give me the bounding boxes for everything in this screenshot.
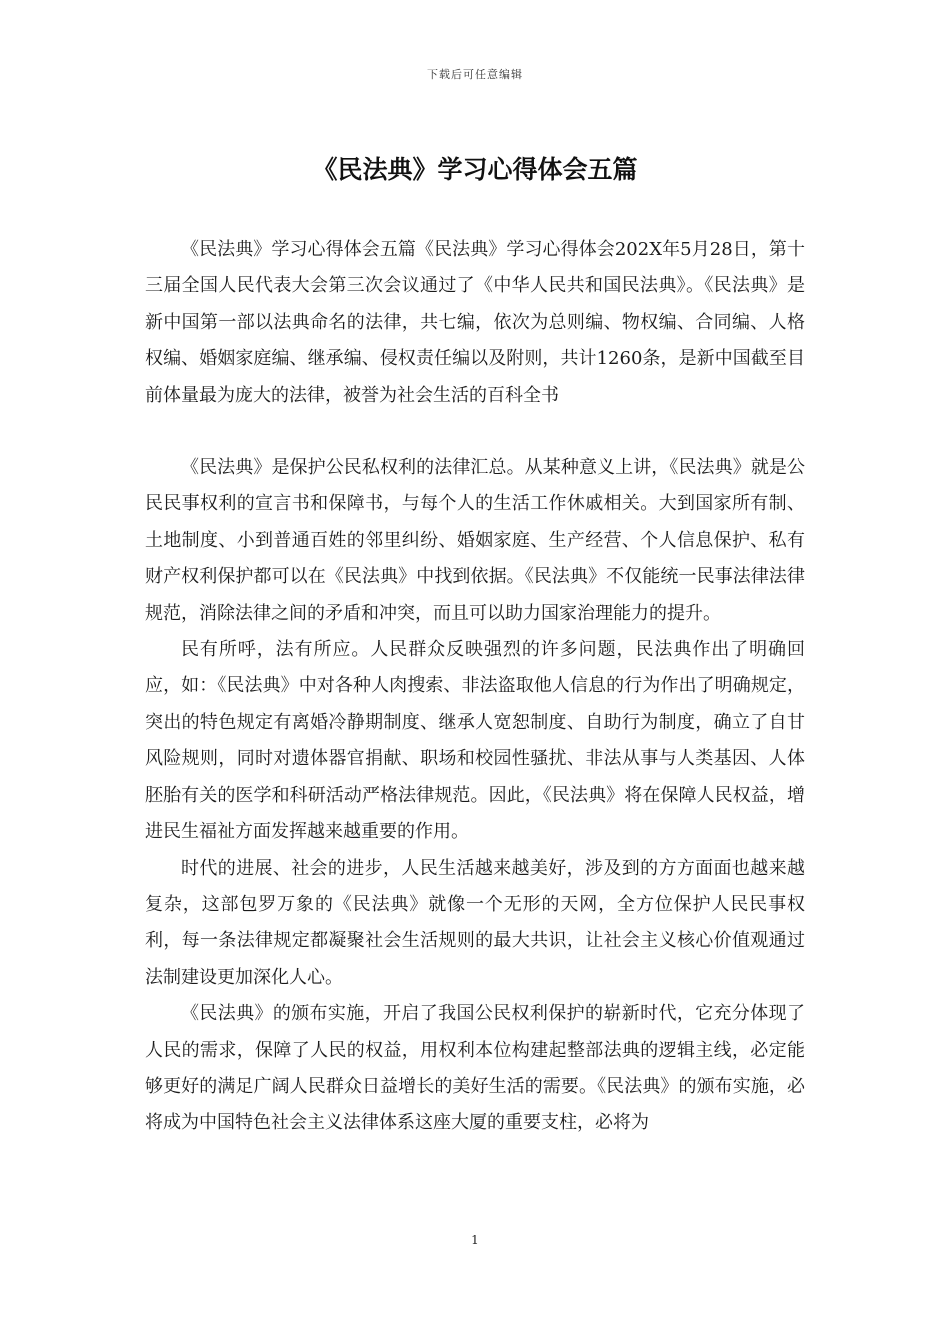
paragraph-1: 《民法典》学习心得体会五篇《民法典》学习心得体会202X年5月28日，第十三届全国人民代表大会第三次会议通过了《中华人民共和国民法典》。《民法典》是新中国第一部以法典命名的法律，共七编，依次为总则编、物权编、合同编、人格权编、婚姻家庭编、继承编、侵权责任编以及附则，共计1260条，是新中国截至目前体量最为庞大的法律，被誉为社会生活的百科全书	[145, 239, 805, 406]
page-number: 1	[471, 1233, 479, 1247]
paragraph-4: 时代的进展、社会的进步，人民生活越来越美好，涉及到的方方面面也越来越复杂，这部包罗万象的《民法典》就像一个无形的天网，全方位保护人民民事权利，每一条法律规定都凝聚社会生活规则的最大共识，让社会主义核心价值观通过法制建设更加深化人心。	[145, 857, 805, 988]
document-title: 《民法典》学习心得体会五篇	[312, 155, 638, 184]
paragraph-3: 民有所呼，法有所应。人民群众反映强烈的许多问题，民法典作出了明确回应，如：《民法典》中对各种人肉搜索、非法盗取他人信息的行为作出了明确规定，突出的特色规定有离婚冷静期制度、继承人宽恕制度、自助行为制度，确立了自甘风险规则，同时对遗体器官捐献、职场和校园性骚扰、非法从事与人类基因、人体胚胎有关的医学和科研活动严格法律规范。因此，《民法典》将在保障人民权益，增进民生福祉方面发挥越来越重要的作用。	[145, 639, 805, 843]
paragraph-5: 《民法典》的颁布实施，开启了我国公民权利保护的崭新时代，它充分体现了人民的需求，保障了人民的权益，用权利本位构建起整部法典的逻辑主线，必定能够更好的满足广阔人民群众日益增长的美好生活的需要。《民法典》的颁布实施，必将成为中国特色社会主义法律体系这座大厦的重要支柱，必将为	[145, 1003, 805, 1134]
paragraph-2: 《民法典》是保护公民私权利的法律汇总。从某种意义上讲，《民法典》就是公民民事权利的宣言书和保障书，与每个人的生活工作休戚相关。大到国家所有制、土地制度、小到普通百姓的邻里纠纷、婚姻家庭、生产经营、个人信息保护、私有财产权利保护都可以在《民法典》中找到依据。《民法典》不仅能统一民事法律法律规范，消除法律之间的矛盾和冲突，而且可以助力国家治理能力的提升。	[145, 457, 805, 624]
paragraph-gap	[145, 414, 805, 450]
document-body	[145, 232, 805, 1142]
page-header-note: 下载后可任意编辑	[427, 68, 523, 81]
